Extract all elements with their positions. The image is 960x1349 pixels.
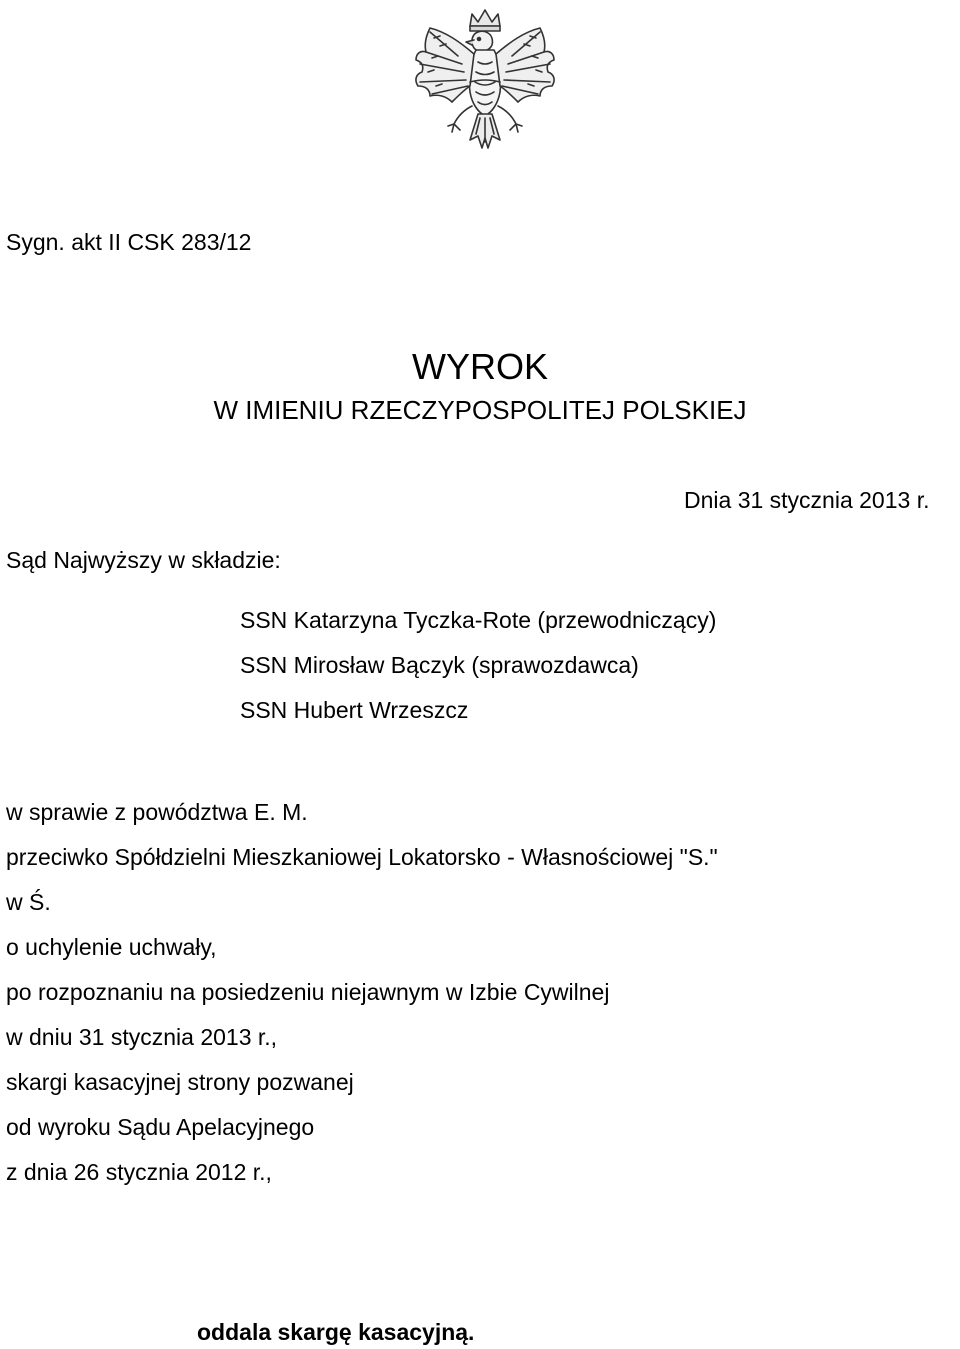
case-line: w dniu 31 stycznia 2013 r., (6, 1024, 278, 1050)
case-line: w sprawie z powództwa E. M. (6, 799, 308, 825)
judge-rapporteur: SSN Mirosław Bączyk (sprawozdawca) (240, 652, 639, 678)
case-line: o uchylenie uchwały, (6, 934, 217, 960)
judge-member: SSN Hubert Wrzeszcz (240, 697, 469, 723)
eagle-emblem-icon (400, 6, 570, 172)
case-line: skargi kasacyjnej strony pozwanej (6, 1069, 354, 1095)
judge-presiding: SSN Katarzyna Tyczka-Rote (przewodniczący) (240, 607, 717, 633)
case-line: w Ś. (6, 889, 51, 915)
judgment-subtitle: W IMIENIU RZECZYPOSPOLITEJ POLSKIEJ (213, 395, 747, 425)
case-line: od wyroku Sądu Apelacyjnego (6, 1114, 315, 1140)
case-line: po rozpoznaniu na posiedzeniu niejawnym w Izbie Cywilnej (6, 979, 610, 1005)
judgment-title: WYROK (411, 346, 548, 387)
case-line: z dnia 26 stycznia 2012 r., (6, 1159, 272, 1185)
ruling-decision: oddala skargę kasacyjną. (197, 1319, 475, 1345)
case-line: przeciwko Spółdzielni Mieszkaniowej Lokatorsko - Własnościowej "S." (6, 844, 718, 870)
court-composition-label: Sąd Najwyższy w składzie: (6, 547, 281, 573)
case-signature: Sygn. akt II CSK 283/12 (6, 229, 252, 255)
judgment-date: Dnia 31 stycznia 2013 r. (684, 487, 930, 513)
